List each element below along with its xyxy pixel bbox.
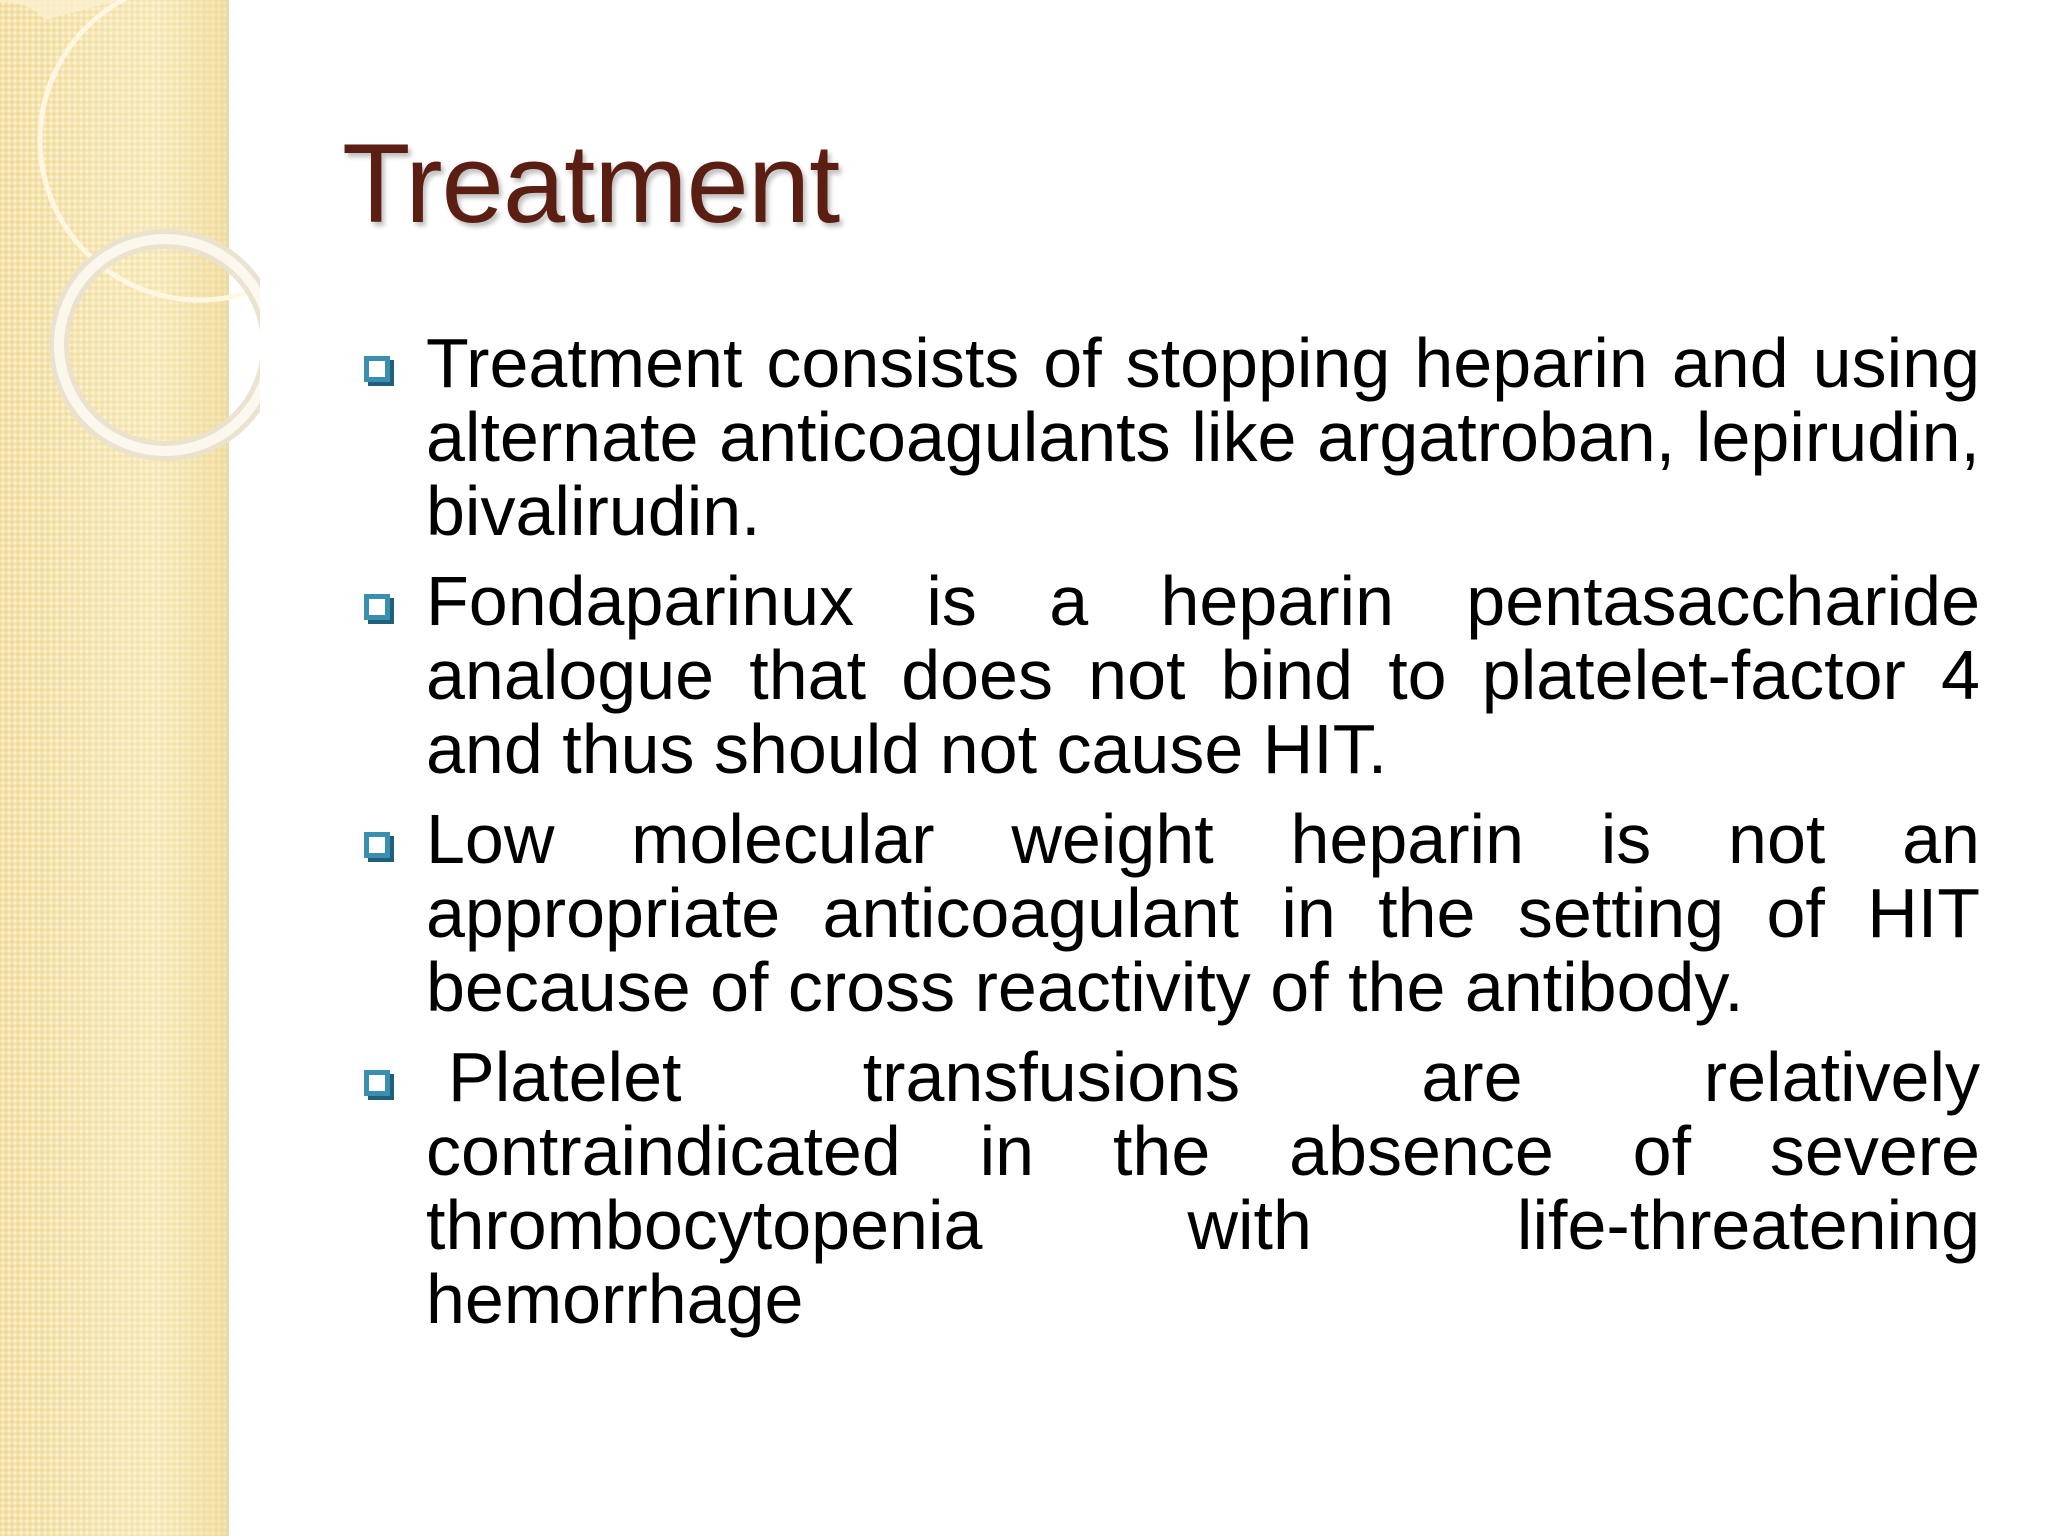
slide-title: Treatment: [342, 121, 840, 246]
hollow-square-bullet-icon: [364, 832, 390, 858]
bullet-text: Fondaparinux is a heparin pentasaccharide analogue that does not bind to platelet-factor 4 and thus should not cause HIT.: [426, 562, 1980, 788]
bullet-text: Platelet transfusions are relatively contraindicated in the absence of severe thrombocytopenia with life-threatening hemorrhage: [426, 1038, 1980, 1338]
hollow-square-bullet-icon: [364, 1070, 390, 1096]
hollow-square-bullet-icon: [364, 356, 390, 382]
hollow-square-bullet-icon: [364, 594, 390, 620]
bullet-text: Low molecular weight heparin is not an appropriate anticoagulant in the setting of HIT because of cross reactivity of the antibody.: [426, 800, 1980, 1026]
bullet-item: [362, 326, 1980, 548]
bullet-list: [362, 326, 1980, 1352]
bullet-item: [362, 1040, 1980, 1336]
decorative-rings-icon: [0, 0, 260, 520]
bullet-item: [362, 802, 1980, 1024]
bullet-text: Treatment consists of stopping heparin and using alternate anticoagulants like argatroban, lepirudin, bivalirudin.: [426, 324, 1980, 550]
bullet-item: [362, 564, 1980, 786]
